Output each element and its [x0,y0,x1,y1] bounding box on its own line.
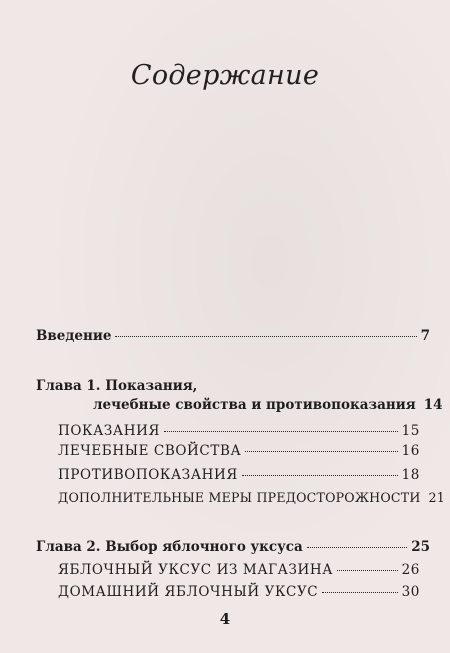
toc-entry-label: лечебные свойства и противопоказания [93,397,416,413]
toc-entry-label: Введение [36,328,112,344]
chapter1-heading-line1: Глава 1. Показания, [36,378,198,394]
dot-leader [164,431,398,432]
toc-entry-page: 25 [411,539,430,555]
toc-subentry [58,443,420,459]
toc-entry-label: ПРОТИВОПОКАЗАНИЯ [58,467,238,483]
toc-entry-label: ДОПОЛНИТЕЛЬНЫЕ МЕРЫ ПРЕДОСТОРОЖНОСТИ [58,490,421,505]
toc-entry-page: 21 [428,490,445,505]
toc-entry-chapter1 [93,397,443,413]
toc-entry-label: ЯБЛОЧНЫЙ УКСУС ИЗ МАГАЗИНА [58,562,334,578]
toc-subentry [58,467,420,483]
page-number: 4 [219,610,231,628]
toc-entry-label: Глава 2. Выбор яблочного уксуса [36,539,303,555]
page-title: Содержание [130,60,320,91]
toc-subentry [58,562,420,578]
toc-entry-page: 15 [401,423,420,439]
toc-entry-page: 18 [401,467,420,483]
toc-entry-page: 16 [401,443,420,459]
dot-leader [307,547,407,548]
toc-entry-page: 26 [401,562,420,578]
dot-leader [242,475,398,476]
toc-entry-label: ЛЕЧЕБНЫЕ СВОЙСТВА [58,443,242,459]
dot-leader [337,570,398,571]
toc-entry-label: ДОМАШНИЙ ЯБЛОЧНЫЙ УКСУС [58,584,319,600]
dot-leader [245,451,397,452]
toc-subentry [58,584,420,600]
toc-entry-page: 30 [401,584,420,600]
toc-entry-chapter2 [36,539,430,555]
toc-entry-intro [36,328,430,344]
toc-entry-page: 14 [423,397,443,413]
dot-leader [115,336,416,337]
dot-leader [322,592,397,593]
toc-entry-label: ПОКАЗАНИЯ [58,423,160,439]
toc-subentry [58,423,420,439]
toc-subentry [58,490,445,505]
toc-entry-page: 7 [420,328,430,344]
